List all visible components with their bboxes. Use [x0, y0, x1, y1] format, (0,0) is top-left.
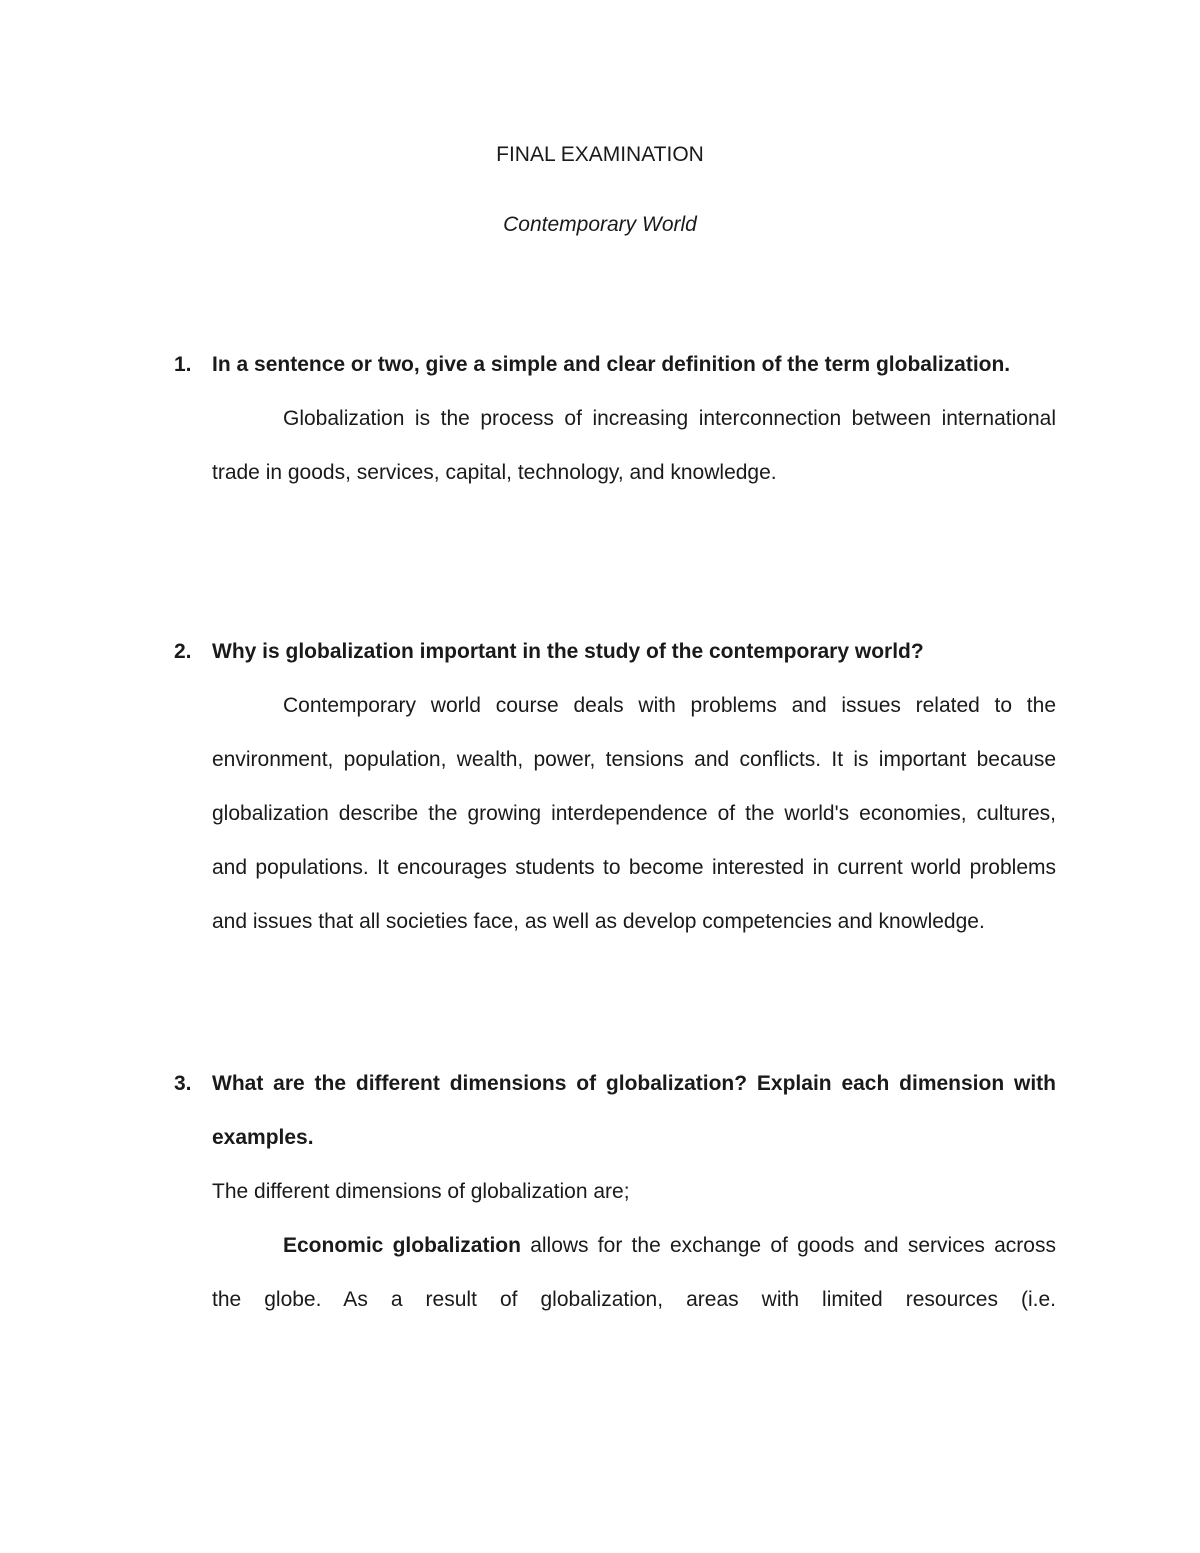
question-number: 3.	[174, 1072, 192, 1095]
answer-1: Globalization is the process of increasing interconnection between international trade in goods, services, capital, technology, and knowledge.	[212, 407, 1056, 484]
question-number: 1.	[174, 353, 192, 376]
question-text: In a sentence or two, give a simple and clear definition of the term globalization.	[212, 353, 1011, 376]
answer-3-intro: The different dimensions of globalization are;	[212, 1180, 630, 1203]
question-number: 2.	[174, 640, 192, 663]
question-block-1	[174, 338, 1056, 500]
answer-2: Contemporary world course deals with problems and issues related to the environment, population, wealth, power, tensions and conflicts. It is important because globalization describe the growing interdependence of the world's economies, cultures, and populations. It encourages students to become interested in current world problems and issues that all societies face, as well as develop competencies and knowledge.	[212, 694, 1056, 933]
question-text: What are the different dimensions of globalization? Explain each dimension with examples.	[212, 1072, 1056, 1149]
question-3	[174, 1057, 1056, 1165]
economic-globalization-term: Economic globalization	[283, 1234, 521, 1257]
document-title: FINAL EXAMINATION	[496, 143, 704, 166]
question-block-3	[174, 1057, 1056, 1327]
answer-3-economic	[212, 1219, 1056, 1327]
question-block-2	[174, 625, 1056, 949]
question-2	[174, 625, 1056, 679]
question-text: Why is globalization important in the study of the contemporary world?	[212, 640, 924, 663]
question-1	[174, 338, 1056, 392]
economic-globalization-text: allows for the exchange of goods and services across the globe. As a result of globalization, areas with limited resources (i.e.	[212, 1234, 1056, 1311]
document-subtitle: Contemporary World	[503, 213, 697, 236]
